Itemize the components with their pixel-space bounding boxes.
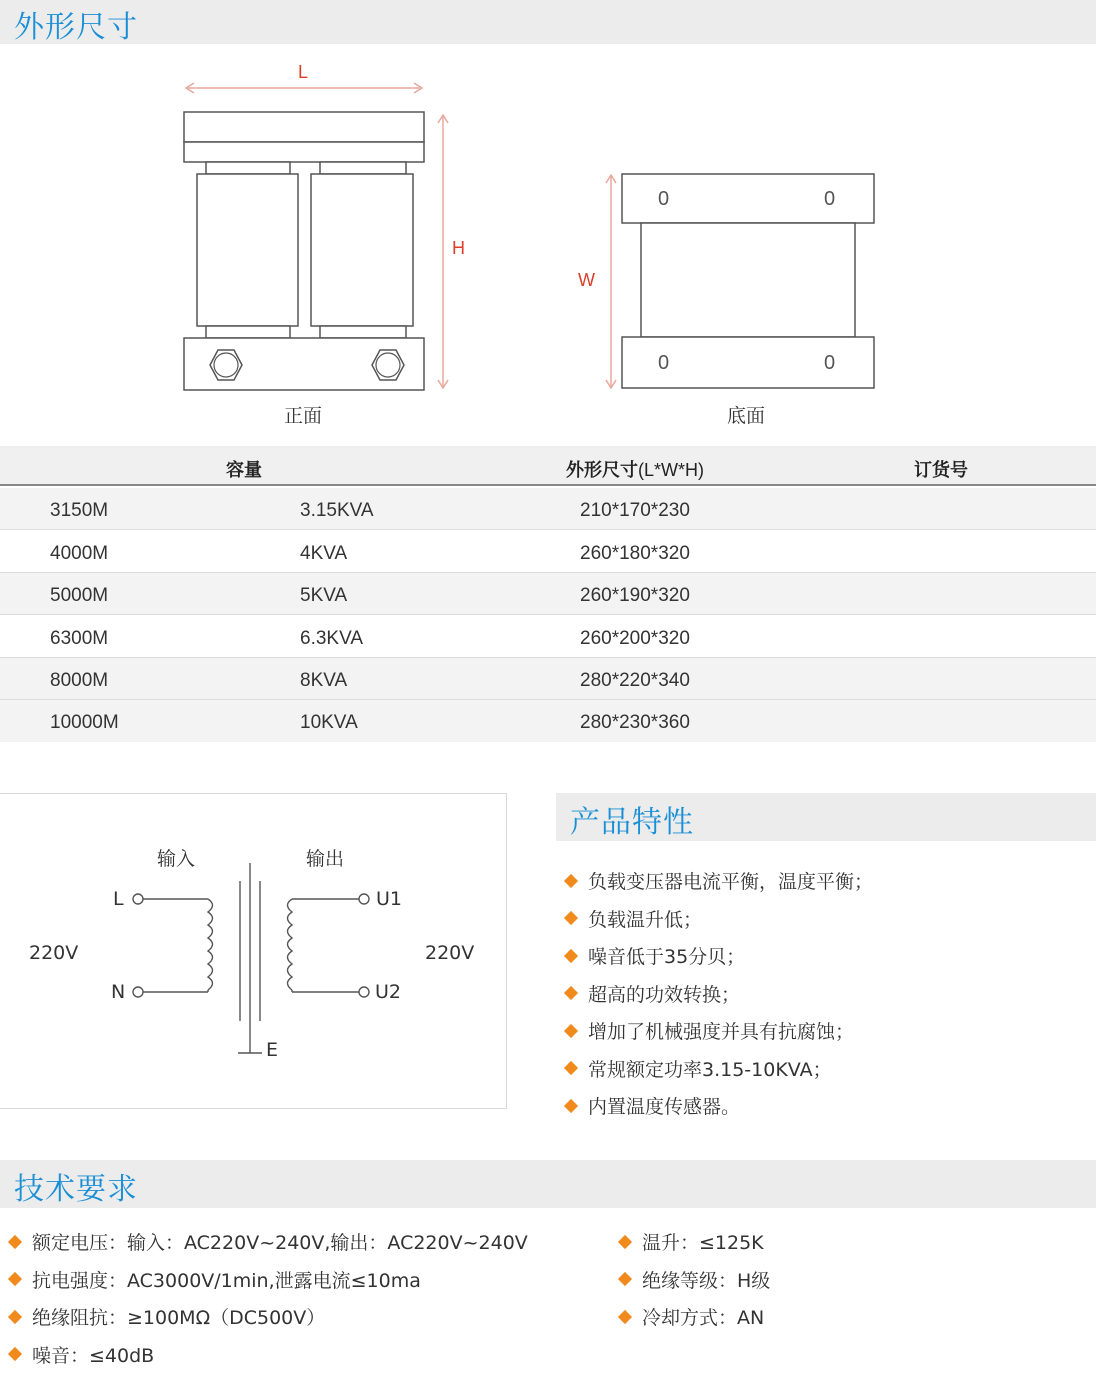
diamond-bullet-icon [618,1272,632,1286]
model-cell: 5000M [50,585,109,606]
input-label: 输入 [157,848,196,870]
front-view-drawing [170,60,490,400]
requirements-title: 技术要求 [14,1172,138,1207]
list-item: 噪音：≤40dB [10,1336,528,1374]
list-item: 温升：≤125K [620,1223,770,1261]
mount-hole-mark: 0 [658,188,670,210]
list-item: 常规额定功率3.15-10KVA； [566,1050,873,1088]
capacity-cell: 6.3KVA [300,628,364,649]
size-cell: 260*190*320 [580,585,690,606]
diamond-bullet-icon [564,874,578,888]
width-label: W [578,270,595,290]
bottom-view-caption: 底面 [727,405,766,427]
model-cell: 4000M [50,543,109,564]
terminal-n: N [111,981,126,1003]
input-voltage: 220V [29,942,79,964]
table-row [0,658,1096,700]
capacity-cell: 4KVA [300,543,348,564]
diamond-bullet-icon [564,1099,578,1113]
front-view-caption: 正面 [284,405,323,427]
features-list [566,862,873,1125]
list-item: 绝缘阻抗：≥100MΩ（DC500V） [10,1298,528,1336]
spec-table-header [0,446,1096,486]
list-item: 冷却方式：AN [620,1298,770,1336]
model-cell: 6300M [50,628,109,649]
output-label: 输出 [306,848,345,870]
list-item: 增加了机械强度并具有抗腐蚀； [566,1012,873,1050]
circuit-diagram-box [0,793,507,1109]
diamond-bullet-icon [8,1310,22,1324]
dimensions-header [0,0,1096,44]
size-cell: 260*200*320 [580,628,690,649]
height-label: H [452,238,465,258]
requirements-list-left [10,1223,528,1373]
table-row [0,488,1096,530]
order-no-header: 订货号 [914,460,968,481]
diamond-bullet-icon [8,1235,22,1249]
features-header [556,793,1096,841]
capacity-cell: 5KVA [300,585,348,606]
model-cell: 8000M [50,670,109,691]
size-cell: 210*170*230 [580,500,690,521]
terminal-e: E [266,1039,279,1061]
diamond-bullet-icon [618,1235,632,1249]
capacity-header: 容量 [226,460,262,481]
list-item: 绝缘等级：H级 [620,1261,770,1299]
model-cell: 3150M [50,500,109,521]
diamond-bullet-icon [564,986,578,1000]
list-item: 额定电压：输入：AC220V~240V,输出：AC220V~240V [10,1223,528,1261]
terminal-u2: U2 [375,981,401,1003]
model-cell: 10000M [50,712,119,733]
capacity-cell: 8KVA [300,670,348,691]
table-row [0,531,1096,573]
table-row [0,700,1096,742]
diamond-bullet-icon [564,949,578,963]
list-item: 内置温度传感器。 [566,1087,873,1125]
table-row [0,616,1096,658]
requirements-list-right [620,1223,770,1336]
diamond-bullet-icon [8,1272,22,1286]
capacity-cell: 3.15KVA [300,500,374,521]
list-item: 噪音低于35分贝； [566,937,873,975]
size-cell: 280*230*360 [580,712,690,733]
bottom-view-drawing [595,165,885,400]
list-item: 抗电强度：AC3000V/1min,泄露电流≤10ma [10,1261,528,1299]
requirements-header [0,1160,1096,1208]
size-header: 外形尺寸(L*W*H) [566,460,704,481]
terminal-l: L [113,888,124,910]
list-item: 超高的功效转换； [566,975,873,1013]
diamond-bullet-icon [618,1310,632,1324]
mount-hole-mark: 0 [824,352,836,374]
dimensions-title: 外形尺寸 [14,10,138,45]
table-row [0,573,1096,615]
diamond-bullet-icon [564,1061,578,1075]
list-item: 负载温升低； [566,900,873,938]
mount-hole-mark: 0 [658,352,670,374]
features-title: 产品特性 [570,805,694,840]
output-voltage: 220V [425,942,475,964]
diamond-bullet-icon [564,1024,578,1038]
capacity-cell: 10KVA [300,712,358,733]
mount-hole-mark: 0 [824,188,836,210]
diamond-bullet-icon [8,1347,22,1361]
size-cell: 260*180*320 [580,543,690,564]
terminal-u1: U1 [376,888,402,910]
list-item: 负载变压器电流平衡，温度平衡； [566,862,873,900]
size-cell: 280*220*340 [580,670,690,691]
length-label: L [298,62,309,82]
diamond-bullet-icon [564,911,578,925]
